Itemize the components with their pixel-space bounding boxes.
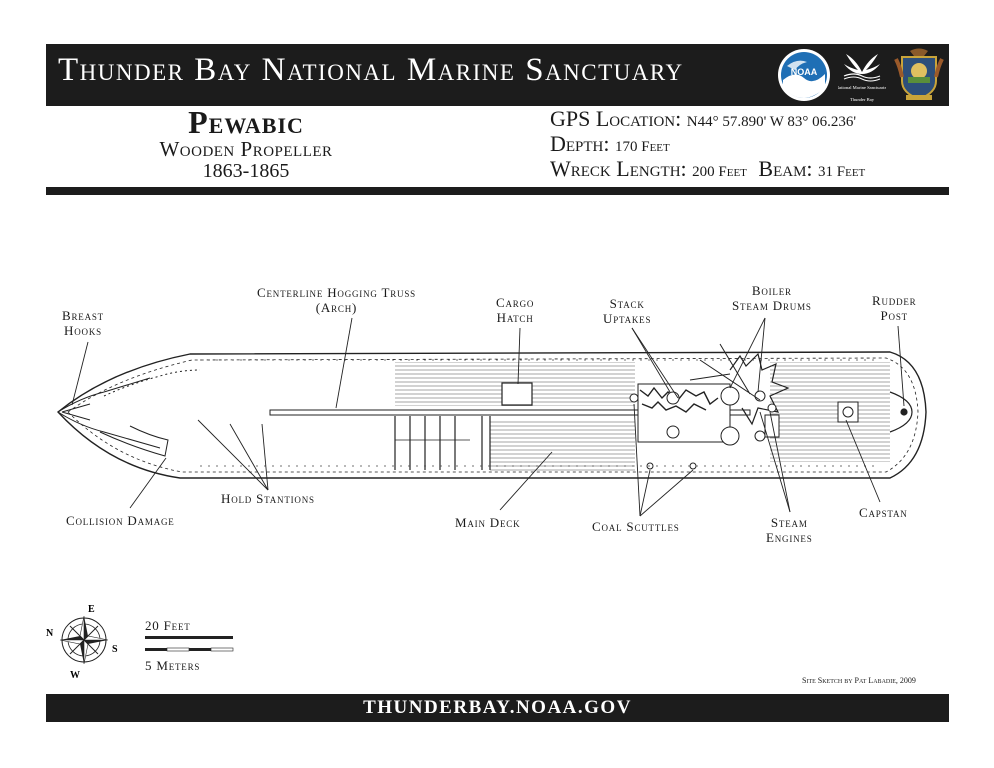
gps-label: GPS Location: <box>550 106 682 131</box>
vessel-type: Wooden Propeller <box>159 137 333 161</box>
scale-meters-label: 5 Meters <box>145 658 201 673</box>
sketch-credit: Site Sketch by Pat Labadie, 2009 <box>802 676 916 685</box>
hold-stantions <box>395 416 490 470</box>
label-boiler-steam-drums: Boiler Steam Drums <box>732 283 812 313</box>
scale-feet-label: 20 Feet <box>145 618 191 633</box>
scale-bars <box>145 636 233 651</box>
nms-text: National Marine Sanctuaries <box>838 85 886 90</box>
label-hogging-truss: Centerline Hogging Truss (Arch) <box>257 285 416 315</box>
breast-hooks <box>58 378 160 448</box>
collision-damage-area <box>100 370 200 456</box>
website-footer[interactable]: THUNDERBAY.NOAA.GOV <box>46 694 949 722</box>
length-label: Wreck Length: <box>550 156 687 181</box>
label-steam-engines: Steam Engines <box>766 515 813 545</box>
compass-rose <box>46 604 118 681</box>
beam-label: Beam: <box>758 156 813 181</box>
beam-value: 31 Feet <box>818 164 866 180</box>
label-cargo-hatch: Cargo Hatch <box>496 295 535 325</box>
label-rudder-post: Rudder Post <box>872 293 917 323</box>
sanctuary-title: Thunder Bay National Marine Sanctuary <box>58 52 684 88</box>
label-capstan: Capstan <box>859 505 908 520</box>
depth-value: 170 Feet <box>615 139 670 155</box>
label-hold-stantions: Hold Stantions <box>221 491 315 506</box>
compass-w: W <box>70 670 80 681</box>
depth-label: Depth: <box>550 131 610 156</box>
label-stack-uptakes: Stack Uptakes <box>603 296 652 326</box>
gps-value: N44° 57.890' W 83° 06.236' <box>686 114 857 130</box>
noaa-text: NOAA <box>790 67 818 77</box>
label-collision-damage: Collision Damage <box>66 513 175 528</box>
vessel-years: 1863-1865 <box>202 160 290 182</box>
compass-s: S <box>112 644 118 655</box>
label-main-deck: Main Deck <box>455 515 521 530</box>
deck-planking-stern <box>770 362 890 462</box>
label-coal-scuttles: Coal Scuttles <box>592 519 680 534</box>
compass-e: E <box>88 604 95 615</box>
compass-n: N <box>46 628 54 639</box>
rudder-post <box>890 392 912 432</box>
vessel-name: Pewabic <box>188 104 304 140</box>
capstan <box>838 402 858 422</box>
length-value: 200 Feet <box>692 164 747 180</box>
cargo-hatch <box>502 383 532 405</box>
nms-subtext: Thunder Bay <box>849 97 875 102</box>
deck-planking-lower <box>490 420 635 472</box>
label-breast-hooks: Breast Hooks <box>62 308 104 338</box>
